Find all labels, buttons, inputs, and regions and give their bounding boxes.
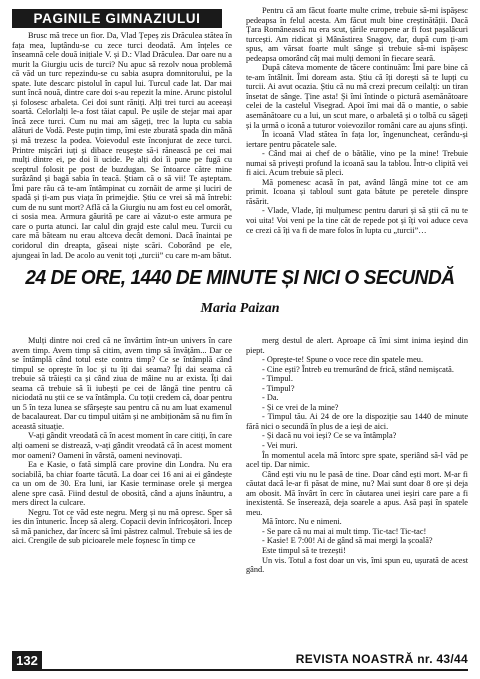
paragraph: - Cine ești? Întreb eu tremurând de frică, stând nemișcată. <box>262 364 454 374</box>
article-column-right-top <box>246 6 468 235</box>
paragraph: - Și ce vrei de la mine? <box>262 402 339 412</box>
paragraph: - Și dacă nu voi ieși? Ce se va întâmpla? <box>262 431 397 441</box>
paragraph: Mă pomenesc acasă în pat, având lângă mine tot ce am primit. Icoana și tabloul sunt gata bătute pe peretele dinspre răsărit. <box>246 177 468 206</box>
paragraph: V-ați gândit vreodată că în acest moment în care citiți, în care alți oameni se distrează, v-ați gândit vreodată că în acest moment mor oameni? Oameni în vârstă, oameni nevinovați. <box>12 431 232 460</box>
paragraph: În momentul acela mă întorc spre spate, speriând să-l văd pe acel tip. Dar nimic. <box>246 450 468 470</box>
paragraph: Negru. Tot ce văd este negru. Merg și nu mă opresc. Sper să ies din întuneric. Încep să alerg. Copacii devin înfricoșători. Încep să mă panichez, dar încerc să îmi păstrez calmul. Trebuie să ies de aici. Crengile de sub picioarele mele foșnesc în timp ce <box>12 507 232 546</box>
paragraph: - Kasie! E 7:00! Ai de gând să mai mergi la școală? <box>262 536 433 546</box>
article-column-left-top <box>12 31 232 260</box>
paragraph: merg destul de alert. Aproape că îmi simt inima ieșind din piept. <box>246 336 468 355</box>
section-banner: PAGINILE GIMNAZIULUI <box>12 9 222 28</box>
paragraph: Ea e Kasie, o fată simplă care provine din Londra. Nu era sociabilă, ba chiar foarte tăcută. La doar cei 16 ani ai ei gândește ca un om de 30. Era luni, iar Kasie terminase orele și mergea alene spre casă. Fiind destul de obosită, când a ajuns înăuntru, a mers direct la culcare. <box>12 460 232 508</box>
paragraph: În icoană Vlad stătea în fața lor, îngenuncheat, cerându-și iertare pentru păcatele sale. <box>246 130 468 149</box>
article-column-right-bottom <box>246 336 468 575</box>
paragraph: - Timpul? <box>262 383 295 393</box>
paragraph: Pentru că am făcut foarte multe crime, trebuie să-mi ispășesc pedeapsa în felul acesta. Am făcut mult bine creștinătății. Dacă Țara Românească nu era scut, țările europene ar fi fost pașalâcuri turcești. Am ridicat și Mânăstirea Snagov, dar, după cum ți-am spus, am vărsat foarte mult sânge și trebuie să-mi ispășesc pedeapsa omorând câț mai mulți demoni în fiecare seară. <box>246 6 468 63</box>
paragraph: - Vlade, Vlade, îți mulțumesc pentru daruri și să știi că nu te voi uita! Voi veni pe la tine căt de repede pot și îți voi aduce ceva ce crezi că îți va fi de mare folos în lupta cu „turcii”… <box>246 206 468 235</box>
paragraph: Un vis. Totul a fost doar un vis, îmi spun eu, ușurată de acest gând. <box>246 555 468 575</box>
paragraph: Brusc mă trece un fior. Da, Vlad Țepeș zis Drăculea stătea în fața mea, luptându-se cu zece turci deodată. Am înțeles ce înseamnă cele două inițiale V. și D.: Vlad Drăculea. Dar oare nu a murit la Giurgiu ucis de turci? Nu apuc să rezolv noua problemă că văd un turc repezindu-se cu sabia asupra domnitorului, pe la spate. Iute descarc pistolul în capul lui. Turcul cade lat. Dar mai sunt încă nouă, dintre care doi s-au repezit la mine. Arunc pistolul și folosesc arbaleta. Cei doi sunt răniți. Alți trei turci au aceeași soartă. Celorlalți le-a fost tăiat capul. Pe ușile de stejar mai apar încă zece turci. Cum nu mai am săgeți, trec la lupta cu sabia alături de Vodă. Peste puțin timp, îmi este zburată spada din mână și mă trezesc la podea. Voievodul este înconjurat de zece turci. Printre mișcări iuți și dibace reușește să-i rănească pe cei mai mulți dintre ei, pe doi îi ucide. Pe alți doi îi pune pe fugă cu sceptrul folosit pe post de buzdugan. Se întoarce către mine surâzând și bagă sabia în teacă. Știam că o să vii! Te așteptam. Îmi pare rău că te-am întâmpinat cu zornăit de arme și luciri de spadă și ți-am pus viața în primejdie. Știu ce vrei să mă întrebi: cum de nu sunt mort? Află că la Giurgiu nu am fost eu cel omorât, ci sosia mea. Armura găurită pe care ai văzut-o este armura pe care o purta atunci. Iar calul din grajd este calul meu. Turcii cu care mă băteam nu erau altceva decât demoni. Dacă înaintai pe coridorul din dreapta, găseai niște scări. Coborând pe ele, ajungeai în lad. De acolo au venit toți „turcii” cu care m-am bătut. <box>12 31 232 260</box>
footer-rule <box>42 669 468 671</box>
paragraph: - Timpul. <box>262 374 293 384</box>
paragraph: - Vei muri. <box>262 441 298 451</box>
article-author: Maria Paizan <box>200 301 280 316</box>
paragraph: - Oprește-te! Spune o voce rece din spatele meu. <box>262 355 424 365</box>
page-footer <box>12 651 468 673</box>
article-title: 24 DE ORE, 1440 DE MINUTE ȘI NICI O SECUNDĂ <box>25 266 455 289</box>
paragraph: După câteva momente de tăcere continuăm: Îmi pare bine că te-am întâlnit. Îmi doream asta. Știu că îți dorești să te lupți cu turcii. Ai avut ocazia. Știu că nu mă crezi precum ceilalți: un tiran însetat de sânge. Ține asta! Și îmi întinde o pictură asemănătoare celei de la castelul Visegrad. Apoi îmi mai dă o mantie, o sabie asemănătoare cu a lui, un scut mare, o arbaletă și o tolbă cu săgeți și la urmă o iconă a tuturor voievozilor români care au ajuns sfinți. <box>246 63 468 130</box>
article-column-left-bottom <box>12 336 232 546</box>
paragraph: Este timpul să te trezești! <box>262 546 346 556</box>
page-number: 132 <box>12 651 42 671</box>
paragraph: Mulți dintre noi cred că ne învârtim într-un univers în care avem timp. Avem timp să citim, avem timp să învățăm... Dar ce se întâmplă când totul este contra timp? Ce se întâmplă când timpul se oprește în loc și tu îți dai seama? Îți dai seama că trebuie să trăiești ca și când ziua de mâine nu ar exista. Îți dai seama că trebuie să îi iubești pe cei de lângă tine pentru că niciodată nu știi ce se va întâmpla. Cu toții credem că, doar pentru un 5 în teza lunea se sfârșește sau pentru că nu am luat examenul de bacalaureat. Dar cu timpul uităm și ne ambiționăm să nu fim în această situație. <box>12 336 232 431</box>
paragraph: - Da. <box>262 393 279 403</box>
paragraph: - Se pare că nu mai ai mult timp. Tic-tac! Tic-tac! <box>262 526 427 536</box>
magazine-issue: REVISTA NOASTRĂ nr. 43/44 <box>295 652 468 666</box>
paragraph: Când ești viu nu le pasă de tine. Doar când ești mort. M-ar fi căutat dacă le-ar fi păsat de mine, nu? Mai sunt doar 8 ore și deja am obosit. Mă învârt în cerc în căutarea unei ieșiri care pare a fi inexistentă. Se înserează, deja soarele a apus. Asă pași în spatele meu. <box>246 469 468 517</box>
paragraph: Mă întorc. Nu e nimeni. <box>262 517 342 527</box>
paragraph: - Când mai ai chef de o bătălie, vino pe la mine! Trebuie numai să privești profund la icoană sau la tablou. Într-o clipită vei fi aici. Acum trebuie să pleci. <box>246 149 468 178</box>
paragraph: - Timpul tău. Ai 24 de ore la dispoziție sau 1440 de minute fără nici o secundă în plus de a ieși de aici. <box>246 412 468 431</box>
